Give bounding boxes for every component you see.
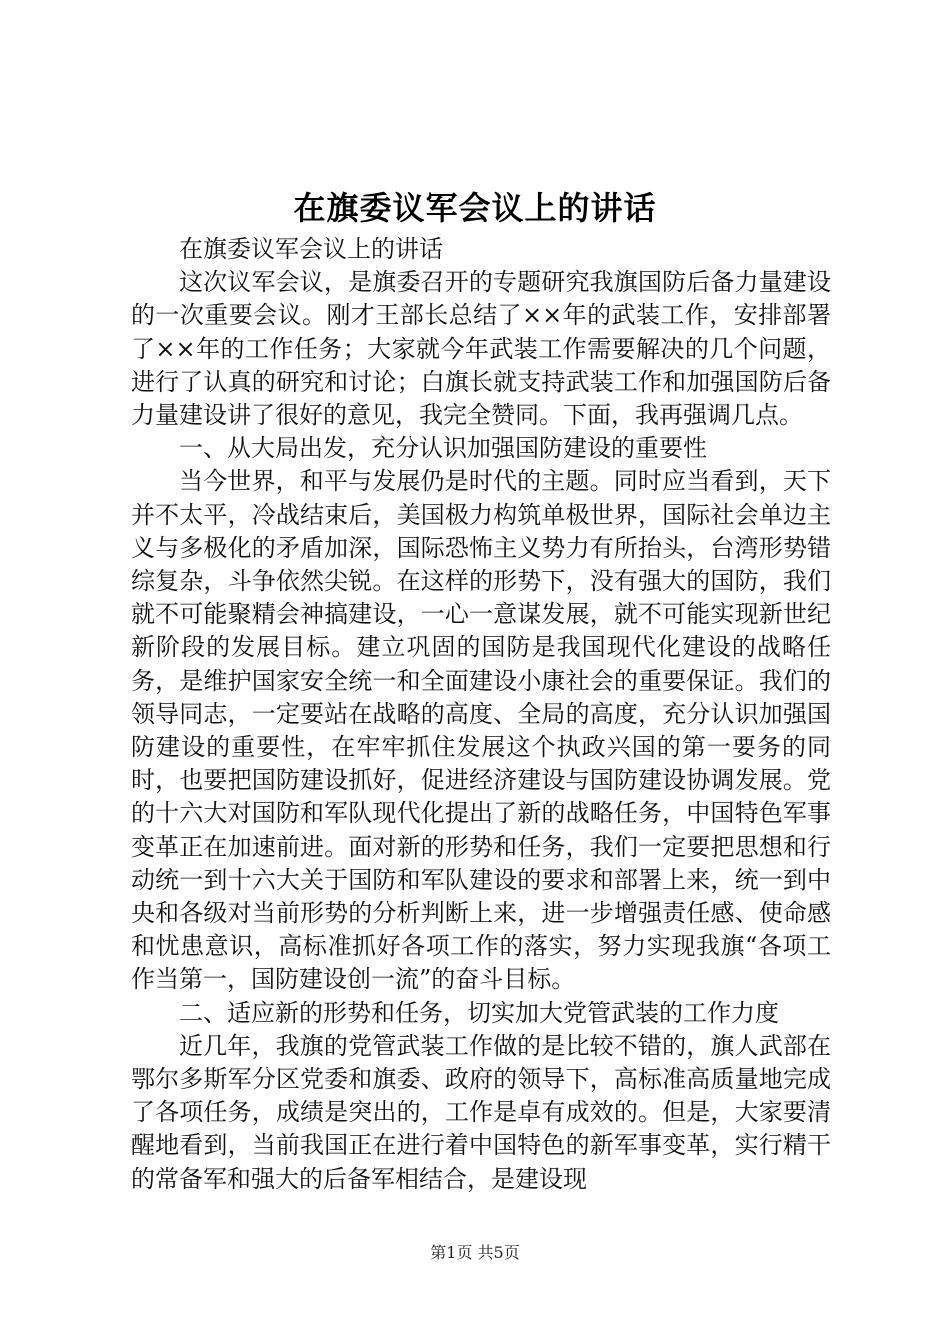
paragraph-intro: 这次议军会议，是旗委召开的专题研究我旗国防后备力量建设的一次重要会议。刚才王部长总结了××年的武装工作，安排部署了××年的工作任务；大家就今年武装工作需要解决的几个问题，进行了认真的研究和讨论；白旗长就支持武装工作和加强国防后备力量建设讲了很好的意见，我完全赞同。下面，我再强调几点。 xyxy=(131,268,831,430)
page-number-footer: 第1页 共5页 xyxy=(430,1243,520,1262)
paragraph-section-2: 近几年，我旗的党管武装工作做的是比较不错的，旗人武部在鄂尔多斯军分区党委和旗委、政府的领导下，高标准高质量地完成了各项任务，成绩是突出的，工作是卓有成效的。但是，大家要清醒地看到，当前我国正在进行着中国特色的新军事变革，实行精干的常备军和强大的后备军相结合，是建设现 xyxy=(131,1031,831,1193)
document-body xyxy=(131,233,831,1196)
paragraph-subtitle: 在旗委议军会议上的讲话 xyxy=(179,235,443,263)
section-heading-1: 一、从大局出发，充分认识加强国防建设的重要性 xyxy=(179,434,707,463)
paragraph-section-1: 当今世界，和平与发展仍是时代的主题。同时应当看到，天下并不太平，冷战结束后，美国极力构筑单极世界，国际社会单边主义与多极化的矛盾加深，国际恐怖主义势力有所抬头，台湾形势错综复杂，斗争依然尖锐。在这样的形势下，没有强大的国防，我们就不可能聚精会神搞建设，一心一意谋发展，就不可能实现新世纪新阶段的发展目标。建立巩固的国防是我国现代化建设的战略任务，是维护国家安全统一和全面建设小康社会的重要保证。我们的领导同志，一定要站在战略的高度、全局的高度，充分认识加强国防建设的重要性，在牢牢抓住发展这个执政兴国的第一要务的同时，也要把国防建设抓好，促进经济建设与国防建设协调发展。党的十六大对国防和军队现代化提出了新的战略任务，中国特色军事变革正在加速前进。面对新的形势和任务，我们一定要把思想和行动统一到十六大关于国防和军队建设的要求和部署上来，统一到中央和各级对当前形势的分析判断上来，进一步增强责任感、使命感和忧患意识，高标准抓好各项工作的落实，努力实现我旗“各项工作当第一，国防建设创一流”的奋斗目标。 xyxy=(131,467,831,994)
document-title: 在旗委议军会议上的讲话 xyxy=(293,189,657,227)
section-heading-2: 二、适应新的形势和任务，切实加大党管武装的工作力度 xyxy=(179,998,779,1027)
